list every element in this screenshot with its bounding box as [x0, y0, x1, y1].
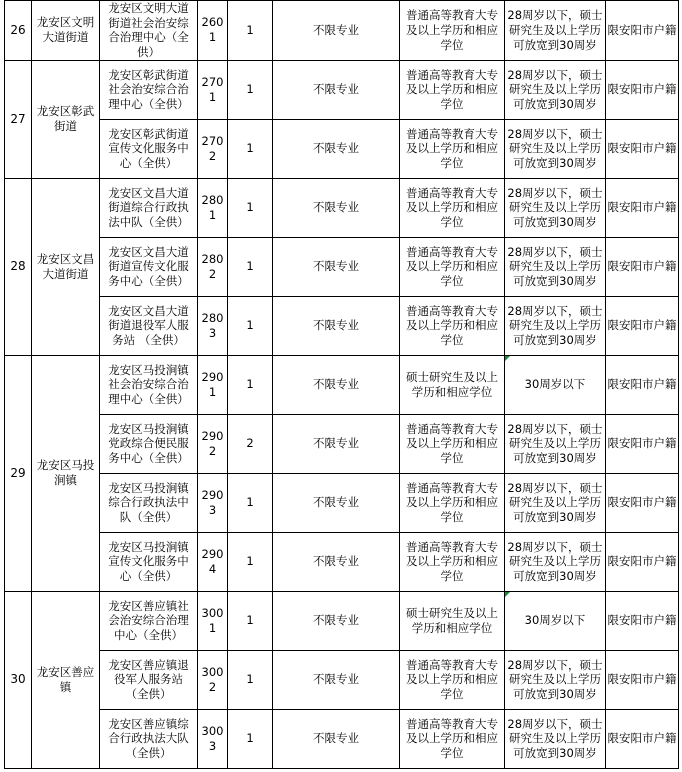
age-cell: 28周岁以下，硕士研究生及以上学历可放宽到30周岁 [505, 296, 606, 355]
table-row [5, 473, 679, 532]
seq-cell: 29 [5, 355, 32, 591]
num-cell: 1 [228, 237, 273, 296]
edu-cell: 硕士研究生及以上学历和相应学位 [400, 591, 505, 650]
age-cell: 28周岁以下，硕士研究生及以上学历可放宽到30周岁 [505, 178, 606, 237]
reg-cell: 限安阳市户籍 [606, 650, 679, 709]
reg-cell: 限安阳市户籍 [606, 709, 679, 768]
table-row [5, 650, 679, 709]
major-cell: 不限专业 [273, 473, 400, 532]
age-cell: 28周岁以下，硕士研究生及以上学历可放宽到30周岁 [505, 650, 606, 709]
reg-cell: 限安阳市户籍 [606, 532, 679, 591]
num-cell: 1 [228, 473, 273, 532]
unit-cell: 龙安区马投涧镇 [32, 355, 100, 591]
age-text: 30周岁以下 [524, 613, 586, 628]
post-cell: 龙安区彰武街道宣传文化服务中心（全供） [100, 119, 198, 178]
age-text: 30周岁以下 [524, 377, 586, 392]
edu-cell: 普通高等教育大专及以上学历和相应学位 [400, 237, 505, 296]
unit-cell: 龙安区文昌大道街道 [32, 178, 100, 355]
code-cell: 2901 [198, 355, 228, 414]
reg-cell: 限安阳市户籍 [606, 60, 679, 119]
table-row [5, 532, 679, 591]
post-cell: 龙安区善应镇社会治安综合治理中心（全供） [100, 591, 198, 650]
code-cell: 2601 [198, 1, 228, 61]
seq-cell: 30 [5, 591, 32, 768]
comment-marker [505, 356, 510, 361]
age-cell: 28周岁以下，硕士研究生及以上学历可放宽到30周岁 [505, 709, 606, 768]
table-row [5, 60, 679, 119]
num-cell: 2 [228, 414, 273, 473]
post-cell: 龙安区善应镇退役军人服务站（全供） [100, 650, 198, 709]
reg-cell: 限安阳市户籍 [606, 119, 679, 178]
major-cell: 不限专业 [273, 296, 400, 355]
post-cell: 龙安区马投涧镇宣传文化服务中心（全供） [100, 532, 198, 591]
reg-cell: 限安阳市户籍 [606, 237, 679, 296]
major-cell: 不限专业 [273, 532, 400, 591]
num-cell: 1 [228, 1, 273, 61]
num-cell: 1 [228, 178, 273, 237]
edu-cell: 普通高等教育大专及以上学历和相应学位 [400, 119, 505, 178]
post-cell: 龙安区马投涧镇党政综合便民服务中心（全供） [100, 414, 198, 473]
seq-cell: 26 [5, 1, 32, 61]
code-cell: 3001 [198, 591, 228, 650]
edu-cell: 普通高等教育大专及以上学历和相应学位 [400, 1, 505, 61]
post-cell: 龙安区彰武街道社会治安综合治理中心（全供） [100, 60, 198, 119]
major-cell: 不限专业 [273, 1, 400, 61]
major-cell: 不限专业 [273, 119, 400, 178]
edu-cell: 普通高等教育大专及以上学历和相应学位 [400, 414, 505, 473]
code-cell: 2902 [198, 414, 228, 473]
recruitment-table-page [4, 0, 678, 772]
seq-cell: 27 [5, 60, 32, 178]
major-cell: 不限专业 [273, 709, 400, 768]
code-cell: 3003 [198, 709, 228, 768]
num-cell: 1 [228, 119, 273, 178]
major-cell: 不限专业 [273, 650, 400, 709]
major-cell: 不限专业 [273, 414, 400, 473]
age-cell: 28周岁以下，硕士研究生及以上学历可放宽到30周岁 [505, 60, 606, 119]
age-cell [505, 591, 606, 650]
post-cell: 龙安区马投涧镇社会治安综合治理中心（全供） [100, 355, 198, 414]
num-cell: 1 [228, 650, 273, 709]
num-cell: 1 [228, 532, 273, 591]
post-cell: 龙安区文昌大道街道综合行政执法中队（全供） [100, 178, 198, 237]
age-cell: 28周岁以下，硕士研究生及以上学历可放宽到30周岁 [505, 237, 606, 296]
recruitment-table [4, 0, 679, 769]
table-row [5, 296, 679, 355]
table-row [5, 119, 679, 178]
edu-cell: 普通高等教育大专及以上学历和相应学位 [400, 60, 505, 119]
post-cell: 龙安区马投涧镇综合行政执法中队（全供） [100, 473, 198, 532]
reg-cell: 限安阳市户籍 [606, 1, 679, 61]
edu-cell: 普通高等教育大专及以上学历和相应学位 [400, 178, 505, 237]
reg-cell: 限安阳市户籍 [606, 355, 679, 414]
code-cell: 2702 [198, 119, 228, 178]
edu-cell: 普通高等教育大专及以上学历和相应学位 [400, 296, 505, 355]
age-cell: 28周岁以下，硕士研究生及以上学历可放宽到30周岁 [505, 119, 606, 178]
reg-cell: 限安阳市户籍 [606, 178, 679, 237]
major-cell: 不限专业 [273, 591, 400, 650]
edu-cell: 普通高等教育大专及以上学历和相应学位 [400, 650, 505, 709]
code-cell: 2903 [198, 473, 228, 532]
edu-cell: 普通高等教育大专及以上学历和相应学位 [400, 532, 505, 591]
table-row [5, 591, 679, 650]
num-cell: 1 [228, 591, 273, 650]
table-row [5, 237, 679, 296]
unit-cell: 龙安区善应镇 [32, 591, 100, 768]
post-cell: 龙安区善应镇综合行政执法大队（全供） [100, 709, 198, 768]
table-row [5, 355, 679, 414]
unit-cell: 龙安区彰武街道 [32, 60, 100, 178]
post-cell: 龙安区文明大道街道社会治安综合治理中心（全供） [100, 1, 198, 61]
major-cell: 不限专业 [273, 237, 400, 296]
major-cell: 不限专业 [273, 60, 400, 119]
num-cell: 1 [228, 709, 273, 768]
seq-cell: 28 [5, 178, 32, 355]
table-row [5, 1, 679, 61]
table-row [5, 709, 679, 768]
code-cell: 2802 [198, 237, 228, 296]
code-cell: 2803 [198, 296, 228, 355]
edu-cell: 硕士研究生及以上学历和相应学位 [400, 355, 505, 414]
num-cell: 1 [228, 60, 273, 119]
edu-cell: 普通高等教育大专及以上学历和相应学位 [400, 709, 505, 768]
comment-marker [505, 592, 510, 597]
age-cell: 28周岁以下，硕士研究生及以上学历可放宽到30周岁 [505, 1, 606, 61]
major-cell: 不限专业 [273, 178, 400, 237]
reg-cell: 限安阳市户籍 [606, 473, 679, 532]
post-cell: 龙安区文昌大道街道宣传文化服务中心（全供） [100, 237, 198, 296]
age-cell [505, 355, 606, 414]
code-cell: 2801 [198, 178, 228, 237]
table-row [5, 414, 679, 473]
edu-cell: 普通高等教育大专及以上学历和相应学位 [400, 473, 505, 532]
table-row [5, 178, 679, 237]
major-cell: 不限专业 [273, 355, 400, 414]
code-cell: 2701 [198, 60, 228, 119]
age-cell: 28周岁以下，硕士研究生及以上学历可放宽到30周岁 [505, 473, 606, 532]
age-cell: 28周岁以下，硕士研究生及以上学历可放宽到30周岁 [505, 532, 606, 591]
reg-cell: 限安阳市户籍 [606, 414, 679, 473]
code-cell: 2904 [198, 532, 228, 591]
unit-cell: 龙安区文明大道街道 [32, 1, 100, 61]
num-cell: 1 [228, 355, 273, 414]
age-cell: 28周岁以下，硕士研究生及以上学历可放宽到30周岁 [505, 414, 606, 473]
reg-cell: 限安阳市户籍 [606, 591, 679, 650]
post-cell: 龙安区文昌大道街道退役军人服务站 （全供） [100, 296, 198, 355]
code-cell: 3002 [198, 650, 228, 709]
reg-cell: 限安阳市户籍 [606, 296, 679, 355]
num-cell: 1 [228, 296, 273, 355]
